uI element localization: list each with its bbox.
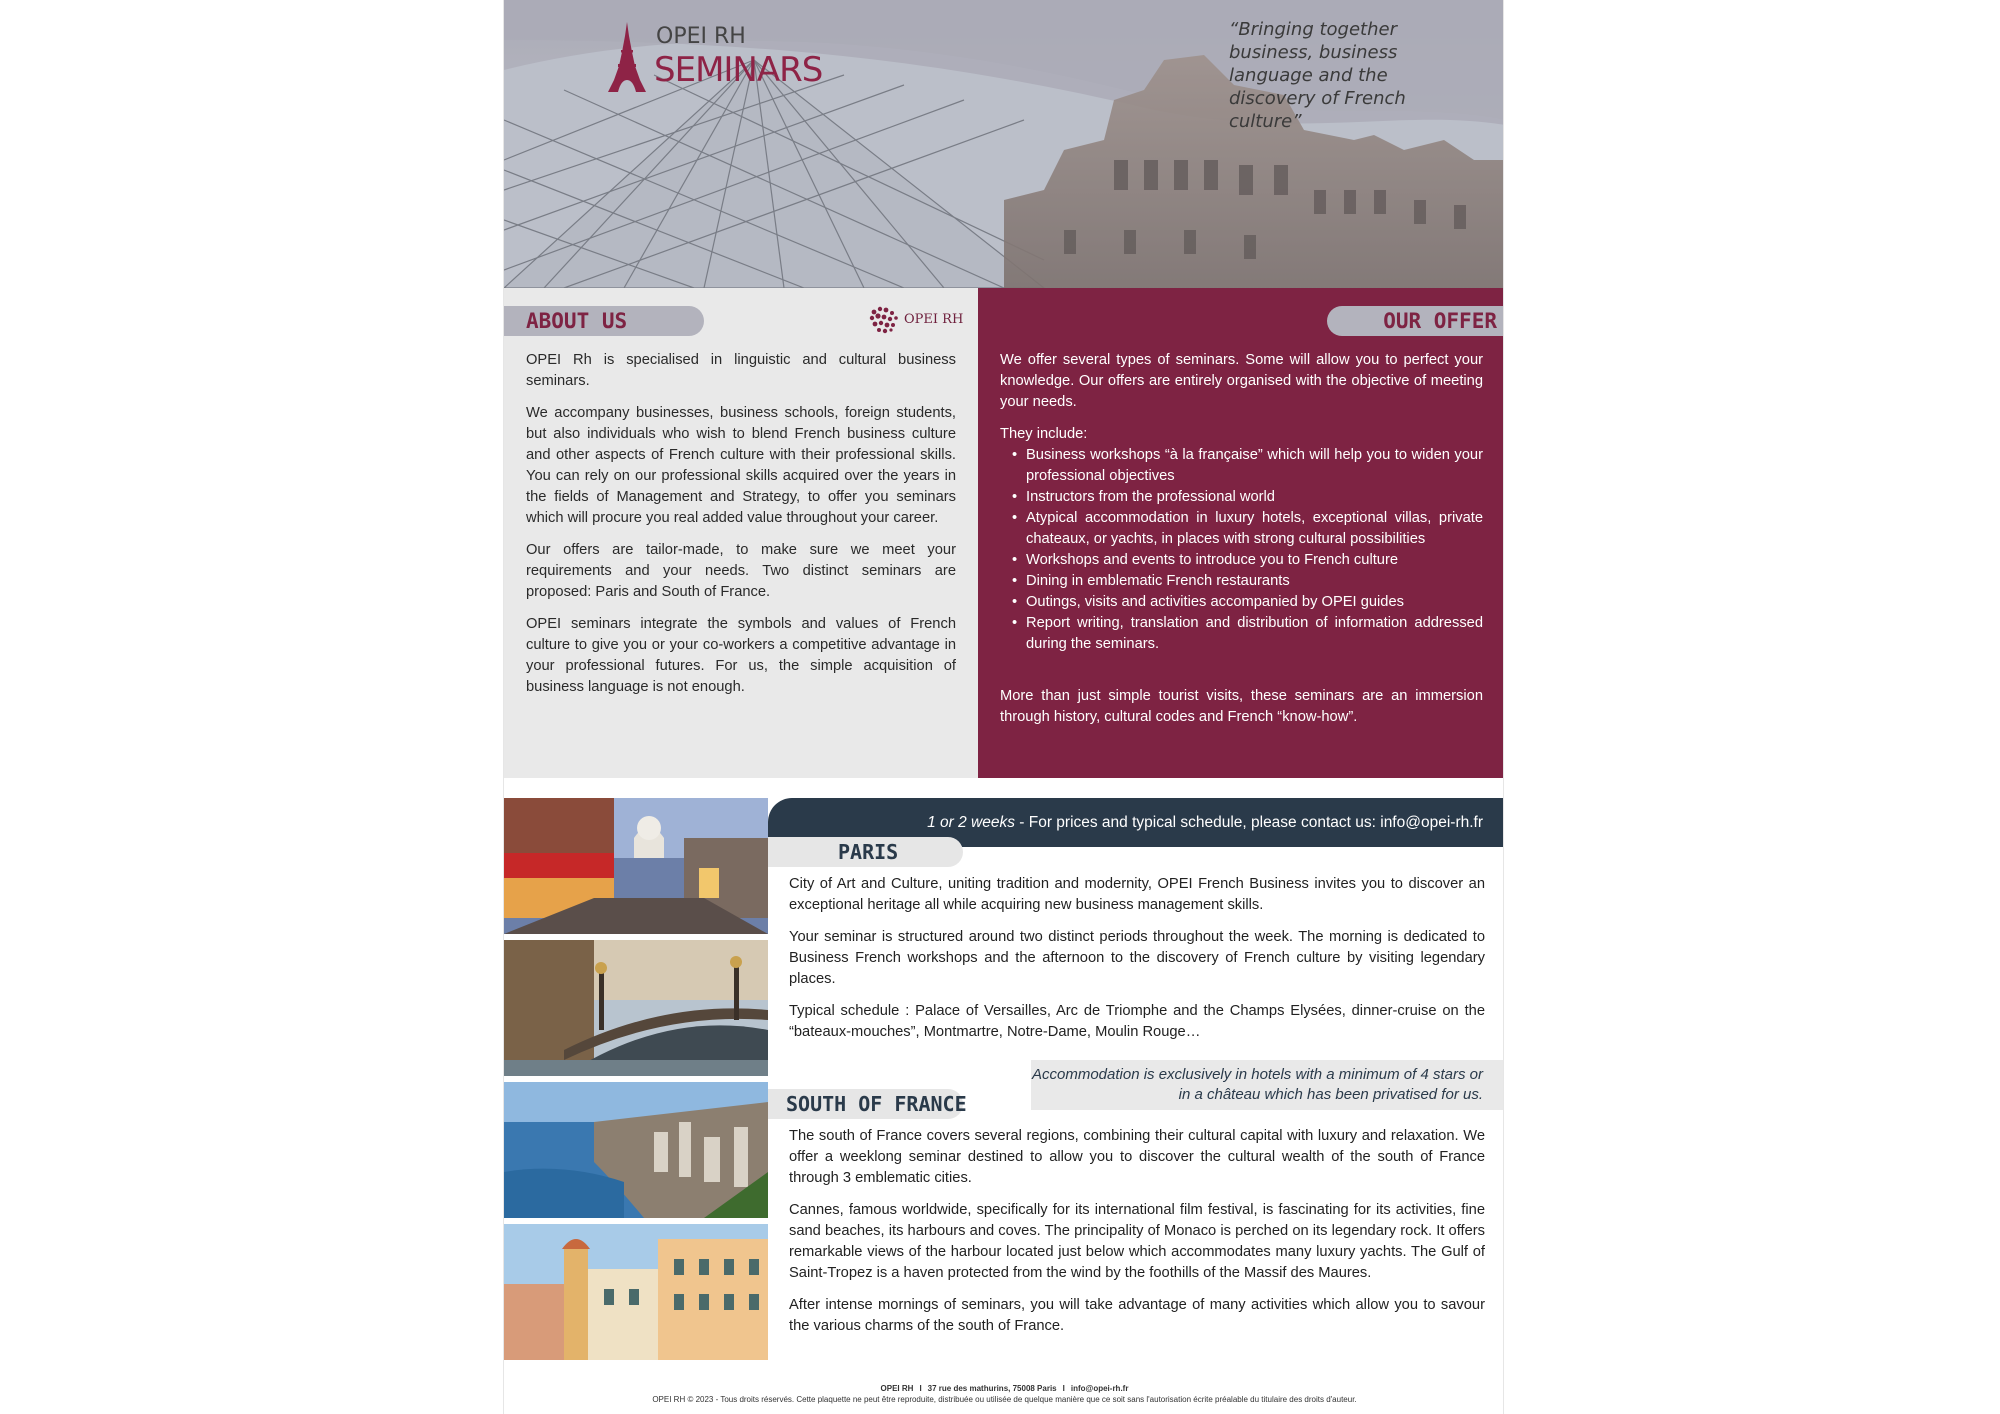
eiffel-tower-logo-icon bbox=[604, 22, 650, 94]
offer-section bbox=[978, 288, 1504, 778]
south-paragraph: After intense mornings of seminars, you will take advantage of many activities which allow you to savour the various charms of the south of France. bbox=[789, 1297, 1485, 1334]
paris-body bbox=[789, 874, 1485, 1054]
montmartre-photo bbox=[504, 798, 768, 934]
paris-paragraph: Typical schedule : Palace of Versailles, Arc de Triomphe and the Champs Elysées, dinner-cruise on the “bateaux-mouches”, Montmartre, Notre-Dame, Moulin Rouge… bbox=[789, 1003, 1485, 1040]
footer-address: 37 rue des mathurins, 75008 Paris bbox=[927, 1384, 1057, 1393]
footer-email[interactable]: info@opei-rh.fr bbox=[1070, 1384, 1129, 1393]
contact-text: - For prices and typical schedule, please contact us: info@opei-rh.fr bbox=[1014, 814, 1483, 831]
offer-list-item: • Dining in emblematic French restaurants bbox=[1000, 571, 1483, 592]
paris-paragraph: City of Art and Culture, uniting tradition and modernity, OPEI French Business invites you to discover an exceptional heritage all while acquiring new business management skills. bbox=[789, 876, 1485, 913]
footer-contact-line: OPEI RH I 37 rue des mathurins, 75008 Paris I info@opei-rh.fr bbox=[880, 1384, 1129, 1393]
offer-intro: We offer several types of seminars. Some will allow you to perfect your knowledge. Our offers are entirely organised with the objective of meeting your needs. bbox=[1000, 352, 1483, 410]
footer-company: OPEI RH bbox=[880, 1384, 914, 1393]
footer bbox=[504, 1383, 1504, 1405]
small-logo-text: OPEI RH bbox=[904, 312, 964, 327]
opei-rh-small-logo bbox=[866, 304, 966, 336]
brochure-page bbox=[503, 0, 1504, 1414]
south-title: SOUTH OF FRANCE bbox=[768, 1089, 963, 1119]
about-paragraph: OPEI seminars integrate the symbols and values of French culture to give you or your co-workers a competitive advantage in your professional futures. For us, the simple acquisition of business language is not enough. bbox=[526, 616, 956, 695]
offer-spacer bbox=[1000, 666, 1483, 686]
opei-rh-dots-logo-icon bbox=[866, 304, 902, 336]
offer-list-item: • Atypical accommodation in luxury hotels, exceptional villas, private chateaux, or yachts, in places with strong cultural possibilities bbox=[1000, 508, 1483, 550]
south-paragraph: The south of France covers several regions, combining their cultural capital with luxury and relaxation. We offer a weeklong seminar destined to allow you to discover the cultural wealth of the south of France through 3 emblematic cities. bbox=[789, 1128, 1485, 1186]
monaco-photo bbox=[504, 1082, 768, 1218]
about-paragraph: Our offers are tailor-made, to make sure we meet your requirements and your needs. Two distinct seminars are proposed: Paris and South of France. bbox=[526, 542, 956, 600]
alexandre-bridge-photo bbox=[504, 940, 768, 1076]
offer-list bbox=[1000, 445, 1483, 655]
about-paragraph: OPEI Rh is specialised in linguistic and cultural business seminars. bbox=[526, 352, 956, 389]
offer-list-item: • Workshops and events to introduce you to French culture bbox=[1000, 550, 1483, 571]
offer-title: OUR OFFER bbox=[1327, 306, 1504, 336]
duration-text: 1 or 2 weeks bbox=[927, 814, 1015, 831]
footer-legal: OPEI RH © 2023 - Tous droits réservés. Cette plaquette ne peut être reproduite, distribuée ou utilisée de quelque manière que ce soit sans l'autorisation écrite préalable du titulaire des droits d'auteur. bbox=[652, 1395, 1357, 1404]
offer-list-item: • Report writing, translation and distribution of information addressed during the seminars. bbox=[1000, 613, 1483, 655]
header-hero bbox=[504, 0, 1504, 288]
offer-list-item: • Outings, visits and activities accompanied by OPEI guides bbox=[1000, 592, 1483, 613]
about-paragraph: We accompany businesses, business schools, foreign students, but also individuals who wish to blend French business culture and other aspects of French culture with their professional skills. You can rely on our professional skills acquired over the years in the fields of Management and Strategy, to offer you seminars which will procure you real added value throughout your career. bbox=[526, 405, 956, 526]
brand-top-text: OPEI RH bbox=[656, 24, 746, 49]
brand-main-text: SEMINARS bbox=[654, 50, 823, 90]
offer-body bbox=[1000, 350, 1483, 739]
offer-list-item: • Business workshops “à la française” which will help you to widen your professional objectives bbox=[1000, 445, 1483, 487]
about-section bbox=[504, 288, 978, 778]
about-body bbox=[526, 350, 956, 709]
south-paragraph: Cannes, famous worldwide, specifically for its international film festival, is fascinating for its activities, fine sand beaches, its harbours and coves. The principality of Monaco is perched on its legendary rock. It offers remarkable views of the harbour located just below which accommodates many luxury yachts. The Gulf of Saint-Tropez is a haven protected from the wind by the foothills of the Massif des Maures. bbox=[789, 1202, 1485, 1281]
tagline: “Bringing together business, business language and the discovery of French culture” bbox=[1229, 19, 1406, 132]
offer-closing: More than just simple tourist visits, these seminars are an immersion through history, cultural codes and French “know-how”. bbox=[1000, 688, 1483, 725]
paris-paragraph: Your seminar is structured around two distinct periods throughout the week. The morning is dedicated to Business French workshops and the afternoon to the discovery of French culture by visiting legendary places. bbox=[789, 929, 1485, 987]
paris-title: PARIS bbox=[768, 837, 963, 867]
offer-list-item: • Instructors from the professional world bbox=[1000, 487, 1483, 508]
south-body bbox=[789, 1126, 1485, 1348]
saint-tropez-photo bbox=[504, 1224, 768, 1360]
offer-list-intro: They include: bbox=[1000, 426, 1088, 442]
accommodation-note: Accommodation is exclusively in hotels with a minimum of 4 stars or in a château which has been privatised for us. bbox=[1031, 1060, 1504, 1110]
about-title: ABOUT US bbox=[504, 306, 704, 336]
